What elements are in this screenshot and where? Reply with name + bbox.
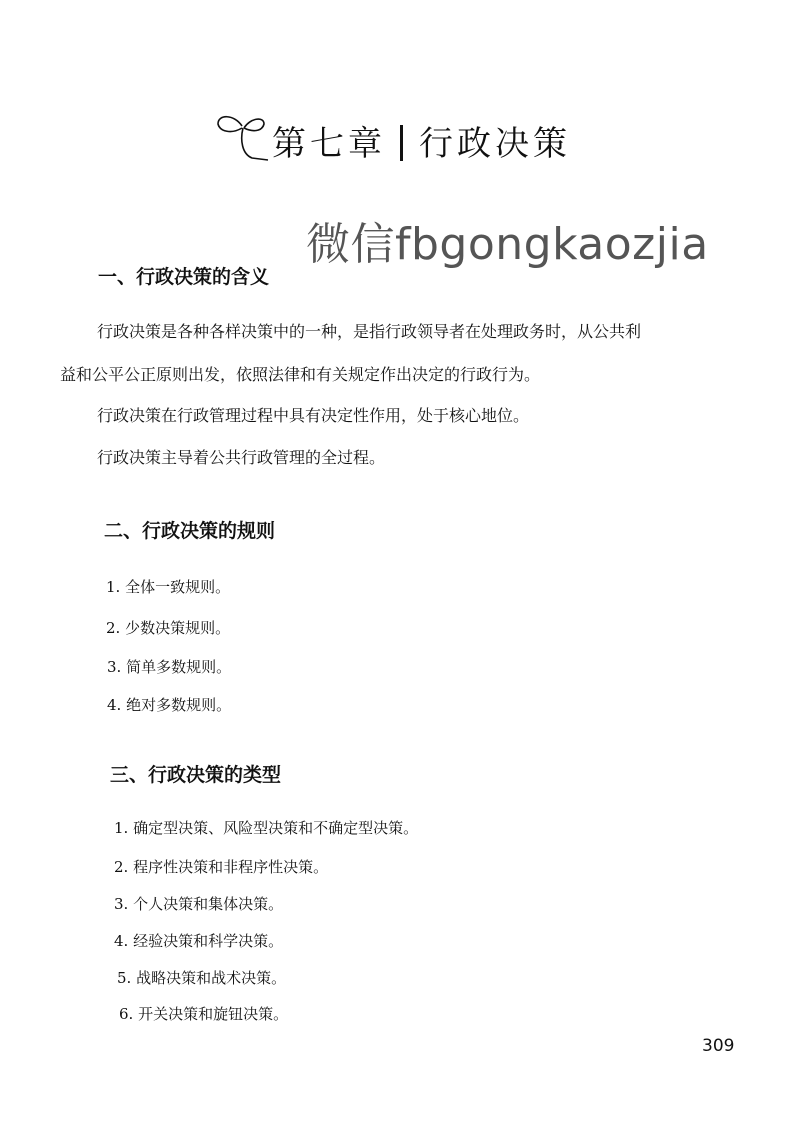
chapter-name: 行政决策 [419,123,571,164]
list-item: 1. 全体一致规则。 [106,578,231,596]
section-heading: 一、行政决策的含义 [98,266,270,288]
paragraph-line: 益和公平公正原则出发，依照法律和有关规定作出决定的行政行为。 [60,365,541,384]
paragraph-line: 行政决策主导着公共行政管理的全过程。 [97,448,386,467]
chapter-header [212,100,571,180]
list-item: 2. 少数决策规则。 [106,619,231,637]
list-item: 4. 绝对多数规则。 [107,696,232,714]
chapter-title [272,116,571,165]
chapter-divider [400,125,403,161]
paragraph-line: 行政决策是各种各样决策中的一种，是指行政领导者在处理政务时，从公共利 [97,322,642,341]
watermark: 微信fbgongkaozjia [306,219,709,270]
list-item: 1. 确定型决策、风险型决策和不确定型决策。 [114,819,419,837]
section-heading: 二、行政决策的规则 [104,520,276,542]
list-item: 6. 开关决策和旋钮决策。 [119,1005,289,1023]
list-item: 5. 战略决策和战术决策。 [117,969,287,987]
sprout-icon [212,110,274,170]
list-item: 2. 程序性决策和非程序性决策。 [114,858,329,876]
page-number: 309 [702,1036,735,1056]
list-item: 4. 经验决策和科学决策。 [114,932,284,950]
list-item: 3. 个人决策和集体决策。 [114,895,284,913]
chapter-number: 第七章 [272,123,386,164]
section-heading: 三、行政决策的类型 [110,764,282,786]
list-item: 3. 简单多数规则。 [107,658,232,676]
paragraph-line: 行政决策在行政管理过程中具有决定性作用，处于核心地位。 [97,406,530,425]
